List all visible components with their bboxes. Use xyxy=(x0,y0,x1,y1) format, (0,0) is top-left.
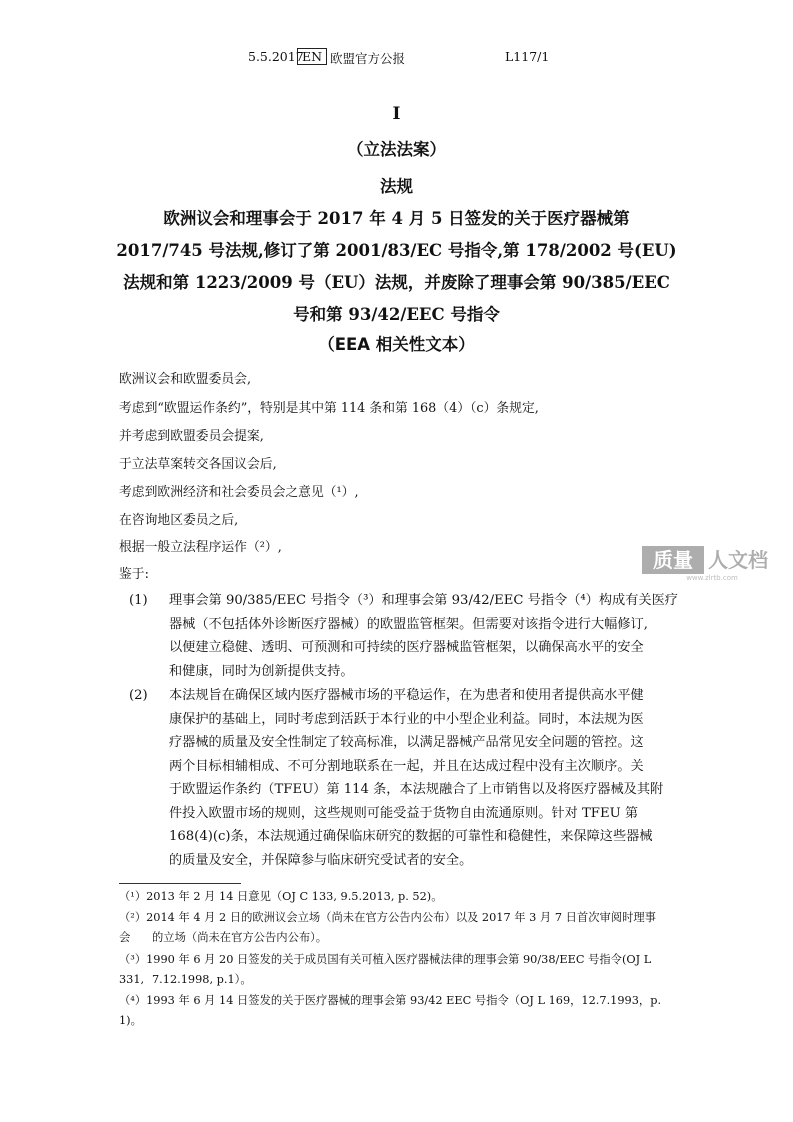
recital-text xyxy=(169,589,679,683)
watermark-url: www.zlrtb.com xyxy=(686,574,738,582)
preamble-line: 鉴于: xyxy=(119,567,149,582)
page-header xyxy=(0,49,793,67)
title-line: 2017/745 号法规,修订了第 2001/83/EC 号指令,第 178/2002 号(EU) xyxy=(116,241,677,260)
footnote-2: （²）2014 年 4 月 2 日的欧洲议会立场（尚未在官方公告内公布）以及 2017 年 3 月 7 日首次审阅时理事会 xyxy=(119,911,656,944)
preamble-line: 考虑到“欧盟运作条约”，特别是其中第 114 条和第 168（4）（c）条规定, xyxy=(119,401,539,416)
header-language-badge: EN xyxy=(297,48,327,65)
eea-relevance-note: （EEA 相关性文本） xyxy=(318,335,475,354)
recital-line: 于欧盟运作条约（TFEU）第 114 条，本法规融合了上市销售以及将医疗器械及其附 xyxy=(169,782,664,797)
recital-line: 和健康，同时为创新提供支持。 xyxy=(169,663,354,679)
section-subtitle: （立法法案） xyxy=(347,140,446,159)
recital-line: 本法规旨在确保区域内医疗器械市场的平稳运作，在为患者和使用者提供高水平健 xyxy=(169,688,644,703)
preamble-line: 欧洲议会和欧盟委员会, xyxy=(119,372,252,387)
document-kind: 法规 xyxy=(380,177,413,196)
recital-line: 康保护的基础上，同时考虑到活跃于本行业的中小型企业利益。同时，本法规为医 xyxy=(169,711,644,727)
title-line: 法规和第 1223/2009 号（EU）法规，并废除了理事会第 90/385/EEC xyxy=(123,273,670,292)
watermark-box: 质量 xyxy=(642,546,704,574)
preamble-line: 于立法草案转交各国议会后, xyxy=(119,457,277,472)
section-number: I xyxy=(392,104,401,124)
recital-text xyxy=(169,684,679,872)
recital-line: 器械（不包括体外诊断医疗器械）的欧盟监管框架。但需要对该指令进行大幅修订, xyxy=(169,616,648,632)
footnote-3: （³）1990 年 6 月 20 日签发的关于成员国有关可植入医疗器械法律的理事会第 90/38/EEC 号指令(OJ L 331, xyxy=(119,953,652,986)
recital-number: (2) xyxy=(129,688,148,703)
footnote-1: （¹）2013 年 2 月 14 日意见（OJ C 133, 9.5.2013, p. 52)。 xyxy=(119,890,443,903)
recital-line: 理事会第 90/385/EEC 号指令（³）和理事会第 93/42/EEC 号指令（⁴）构成有关医疗 xyxy=(169,593,678,608)
title-line: 欧洲议会和理事会于 2017 年 4 月 5 日签发的关于医疗器械第 xyxy=(163,209,630,228)
header-date: 5.5.2017 xyxy=(248,49,304,64)
recital-line: 的质量及安全，并保障参与临床研究受试者的安全。 xyxy=(169,852,473,868)
footnote-2-continued: 的立场（尚未在官方公告内公布）。 xyxy=(152,931,328,944)
header-journal: 欧盟官方公报 xyxy=(330,51,406,66)
preamble-line: 并考虑到欧盟委员会提案, xyxy=(119,429,264,444)
title-line: 号和第 93/42/EEC 号指令 xyxy=(293,305,500,324)
watermark-text: 人文档 xyxy=(708,548,768,572)
document-title xyxy=(0,203,793,331)
preamble-line: 根据一般立法程序运作（²）, xyxy=(119,540,282,555)
footnote-4: （⁴）1993 年 6 月 14 日签发的关于医疗器械的理事会第 93/42 EEC 号指令（OJ L 169，12.7.1993，p. 1)。 xyxy=(119,994,662,1027)
recital-line: 以便建立稳健、透明、可预测和可持续的医疗器械监管框架，以确保高水平的安全 xyxy=(169,640,644,655)
recital-line: 168(4)(c)条，本法规通过确保临床研究的数据的可靠性和稳健性，来保障这些器械 xyxy=(169,829,653,844)
header-page-number: L117/1 xyxy=(505,49,550,64)
recital-number: (1) xyxy=(129,593,148,608)
recital-line: 两个目标相辅相成、不可分割地联系在一起，并且在达成过程中没有主次顺序。关 xyxy=(169,758,644,774)
watermark-logo xyxy=(642,546,782,580)
recital-line: 件投入欧盟市场的规则，这些规则可能受益于货物自由流通原则。针对 TFEU 第 xyxy=(169,805,639,821)
recital-line: 疗器械的质量及安全性制定了较高标准，以满足器械产品常见安全问题的管控。这 xyxy=(169,735,644,750)
footnote-3-continued: 7.12.1998, p.1）。 xyxy=(152,973,252,986)
footnote-separator xyxy=(119,883,241,884)
preamble-line: 在咨询地区委员之后, xyxy=(119,513,239,528)
preamble-line: 考虑到欧洲经济和社会委员会之意见（¹）, xyxy=(119,485,359,500)
